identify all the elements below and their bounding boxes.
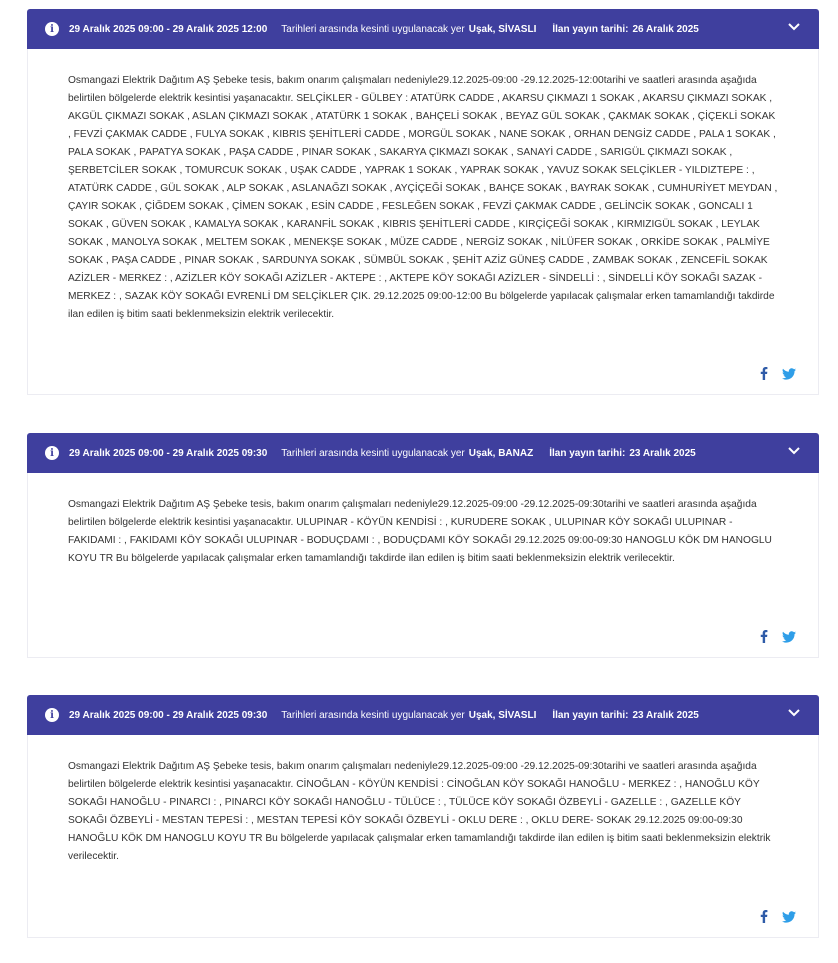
chevron-down-icon[interactable]	[787, 20, 801, 34]
location-label: Tarihleri arasında kesinti uygulanacak yer	[281, 709, 465, 721]
location-value: Uşak, SİVASLI	[468, 709, 537, 721]
announcement-card	[27, 433, 819, 658]
publish-date-value: 26 Aralık 2025	[632, 23, 699, 35]
publish-date-label: İlan yayın tarihi:	[552, 709, 629, 721]
announcement-body	[27, 735, 819, 938]
announcement-text: Osmangazi Elektrik Dağıtım AŞ Şebeke tesis, bakım onarım çalışmaları nedeniyle29.12.2025-09:00 -29.12.2025-09:30tarihi ve saatleri arasında aşağıda belirtilen bölgelerde elektrik kesintisi yaşanacaktır. CİNOĞLAN - KÖYÜN KENDİSİ : CİNOĞLAN KÖY SOKAĞI HANOĞLU - MERKEZ : , HANOĞLU KÖY SOKAĞI HANOĞLU - PINARCI : , PINARCI KÖY SOKAĞI HANOĞLU - TÜLÜCE : , TÜLÜCE KÖY SOKAĞI ÖZBEYLİ - GAZELLE : , GAZELLE KÖY SOKAĞI ÖZBEYLİ - MESTAN TEPESİ : , MESTAN TEPESİ KÖY SOKAĞI ÖZBEYLİ - OKLU DERE : , OKLU DERE- SOKAK 29.12.2025 09:00-09:30 HANOĞLU KÖK DM HANOGLU KOYU TR Bu bölgelerde yapılacak çalışmalar erken tamamlandığı takdirde ilan edilen iş bitim saati beklenmeksizin elektrik verilecektir.	[68, 761, 771, 862]
location-label: Tarihleri arasında kesinti uygulanacak yer	[281, 23, 465, 35]
publish-date-label: İlan yayın tarihi:	[549, 447, 626, 459]
location-value: Uşak, BANAZ	[468, 447, 534, 459]
announcement-header[interactable]	[27, 695, 819, 735]
announcement-card	[27, 695, 819, 938]
info-icon: i	[45, 22, 59, 36]
announcement-card	[27, 9, 819, 395]
publish-date-label: İlan yayın tarihi:	[552, 23, 629, 35]
publish-date-value: 23 Aralık 2025	[629, 447, 696, 459]
facebook-icon[interactable]	[760, 630, 768, 643]
date-range: 29 Aralık 2025 09:00 - 29 Aralık 2025 09:30	[69, 447, 268, 459]
twitter-icon[interactable]	[782, 911, 796, 923]
announcement-text: Osmangazi Elektrik Dağıtım AŞ Şebeke tesis, bakım onarım çalışmaları nedeniyle29.12.2025-09:00 -29.12.2025-12:00tarihi ve saatleri arasında aşağıda belirtilen bölgelerde elektrik kesintisi yaşanacaktır. SELÇİKLER - GÜLBEY : ATATÜRK CADDE , AKARSU ÇIKMAZI 1 SOKAK , AKARSU ÇIKMAZI SOKAK , AKGÜL ÇIKMAZI SOKAK , ASLAN ÇIKMAZI SOKAK , ATATÜRK 1 SOKAK , BAHÇELİ SOKAK , BEYAZ GÜL SOKAK , ÇAKMAK SOKAK , ÇİÇEKLİ SOKAK , FEVZİ ÇAKMAK CADDE , FULYA SOKAK , KIBRIS ŞEHİTLERİ CADDE , MORGÜL SOKAK , NANE SOKAK , ORHAN DENGİZ CADDE , PALA 1 SOKAK , PALA SOKAK , PAPATYA SOKAK , PAŞA CADDE , PINAR SOKAK , SAKARYA ÇIKMAZI SOKAK , SANAYİ CADDE , SARIGÜL ÇIKMAZI SOKAK , ŞERBETCİLER SOKAK , TOMURCUK SOKAK , UŞAK CADDE , YAPRAK 1 SOKAK , YAPRAK SOKAK , YAVUZ SOKAK SELÇİKLER - YILDIZTEPE : , ATATÜRK CADDE , GÜL SOKAK , ALP SOKAK , ASLANAĞZI SOKAK , AYÇİÇEĞİ SOKAK , BAHÇE SOKAK , BAYRAK SOKAK , CUMHURİYET MEYDAN , ÇAYIR SOKAK , ÇİĞDEM SOKAK , ÇİMEN SOKAK , ESİN CADDE , FESLEĞEN SOKAK , FEVZİ ÇAKMAK CADDE , GELİNCİK SOKAK , GONCALI 1 SOKAK , GÜVEN SOKAK , KAMALYA SOKAK , KARANFİL SOKAK , KIBRIS ŞEHİTLERİ CADDE , KIRÇİÇEĞİ SOKAK , KIRMIZIGÜL SOKAK , LEYLAK SOKAK , MANOLYA SOKAK , MELTEM SOKAK , MENEKŞE SOKAK , MÜZE CADDE , NERGİZ SOKAK , NİLÜFER SOKAK , ORKİDE SOKAK , PALMİYE SOKAK , PAŞA CADDE , PINAR SOKAK , SARDUNYA SOKAK , SÜMBÜL SOKAK , ŞEHİT AZİZ GÜNEŞ CADDE , ZAMBAK SOKAK , ZENCEFİL SOKAK AZİZLER - MERKEZ : , AZİZLER KÖY SOKAĞI AZİZLER - AKTEPE : , AKTEPE KÖY SOKAĞI AZİZLER - SİNDELLİ : , SİNDELLİ KÖY SOKAĞI SAZAK - MERKEZ : , SAZAK KÖY SOKAĞI EVRENLİ DM SELÇİKLER ÇIK. 29.12.2025 09:00-12:00 Bu bölgelerde yapılacak çalışmalar erken tamamlandığı takdirde ilan edilen iş bitim saati beklenmeksizin elektrik verilecektir.	[68, 75, 778, 320]
chevron-down-icon[interactable]	[787, 444, 801, 458]
info-icon: i	[45, 708, 59, 722]
announcement-header[interactable]	[27, 9, 819, 49]
announcement-body	[27, 49, 819, 395]
location-label: Tarihleri arasında kesinti uygulanacak yer	[281, 447, 465, 459]
date-range: 29 Aralık 2025 09:00 - 29 Aralık 2025 12:00	[69, 23, 268, 35]
announcement-body	[27, 473, 819, 658]
twitter-icon[interactable]	[782, 368, 796, 380]
location-value: Uşak, SİVASLI	[468, 23, 537, 35]
facebook-icon[interactable]	[760, 910, 768, 923]
share-links	[760, 367, 796, 380]
info-icon: i	[45, 446, 59, 460]
share-links	[760, 910, 796, 923]
twitter-icon[interactable]	[782, 631, 796, 643]
date-range: 29 Aralık 2025 09:00 - 29 Aralık 2025 09:30	[69, 709, 268, 721]
announcement-text: Osmangazi Elektrik Dağıtım AŞ Şebeke tesis, bakım onarım çalışmaları nedeniyle29.12.2025-09:00 -29.12.2025-09:30tarihi ve saatleri arasında aşağıda belirtilen bölgelerde elektrik kesintisi yaşanacaktır. ULUPINAR - KÖYÜN KENDİSİ : , KURUDERE SOKAK , ULUPINAR KÖY SOKAĞI ULUPINAR - FAKIDAMI : , FAKIDAMI KÖY SOKAĞI ULUPINAR - BODUÇDAMI : , BODUÇDAMI KÖY SOKAĞI 29.12.2025 09:00-09:30 HANOGLU KÖK DM HANOGLU KOYU TR Bu bölgelerde yapılacak çalışmalar erken tamamlandığı takdirde ilan edilen iş bitim saati beklenmeksizin elektrik verilecektir.	[68, 499, 772, 564]
chevron-down-icon[interactable]	[787, 706, 801, 720]
publish-date-value: 23 Aralık 2025	[632, 709, 699, 721]
facebook-icon[interactable]	[760, 367, 768, 380]
share-links	[760, 630, 796, 643]
announcement-header[interactable]	[27, 433, 819, 473]
